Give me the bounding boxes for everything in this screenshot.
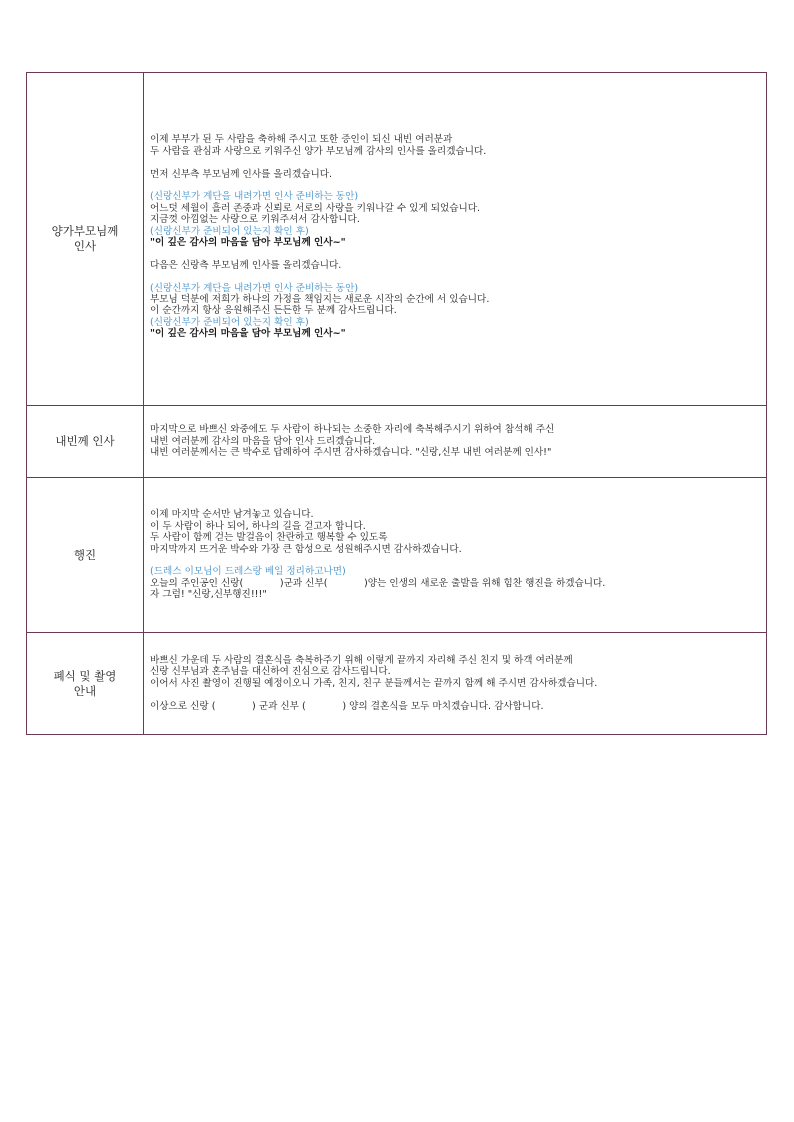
section-label-cell — [27, 633, 144, 735]
script-line: 다음은 신랑측 부모님께 인사를 올리겠습니다. — [150, 259, 342, 271]
section-label: 행진 — [73, 547, 97, 562]
script-line: 신랑 신부님과 혼주님을 대신하여 진심으로 감사드립니다. — [150, 666, 391, 678]
line-spacer — [150, 157, 760, 168]
section-content — [144, 73, 767, 406]
section-content — [144, 406, 767, 478]
script-line: 이어서 사진 촬영이 진행될 예정이오니 가족, 친지, 친구 분들께서는 끝까지 함께 해 주시면 감사하겠습니다. — [150, 677, 598, 689]
script-line: 두 사람이 함께 걷는 발걸음이 찬란하고 행복할 수 있도록 — [150, 532, 388, 544]
table-row — [27, 633, 767, 735]
stage-direction: (드레스 이모님이 드레스랑 베일 정리하고나면) — [150, 566, 346, 578]
script-line: 두 사람을 관심과 사랑으로 키워주신 양가 부모님께 감사의 인사를 올리겠습니다. — [150, 145, 487, 157]
section-label-cell — [27, 406, 144, 478]
script-line: "이 깊은 감사의 마음을 담아 부모님께 인사~" — [150, 237, 346, 248]
script-line: 이제 마지막 순서만 남겨놓고 있습니다. — [150, 509, 314, 521]
table-row — [27, 478, 767, 633]
section-label: 내빈께 인사 — [55, 434, 115, 448]
ceremony-script-table — [26, 72, 767, 735]
script-line: 이제 부부가 된 두 사람을 축하해 주시고 또한 증인이 되신 내빈 여러분과 — [150, 134, 453, 146]
line-spacer — [150, 689, 760, 700]
section-label: 폐식 및 촬영 안내 — [53, 668, 117, 698]
section-label-cell — [27, 478, 144, 633]
stage-direction: (신랑신부가 계단을 내려가면 인사 준비하는 동안) — [150, 191, 359, 203]
stage-direction: (신랑신부가 준비되어 있는지 확인 후) — [150, 316, 309, 328]
table-row — [27, 73, 767, 406]
script-line: 이상으로 신랑 ( ) 군과 신부 ( ) 양의 결혼식을 모두 마치겠습니다. 감사합니다. — [150, 700, 544, 712]
script-line: 마지막으로 바쁘신 와중에도 두 사람이 하나되는 소중한 자리에 축복해주시기 위하여 참석해 주신 — [150, 424, 555, 436]
section-content — [144, 478, 767, 633]
line-spacer — [150, 271, 760, 282]
stage-direction: (신랑신부가 준비되어 있는지 확인 후) — [150, 225, 309, 237]
stage-direction: (신랑신부가 계단을 내려가면 인사 준비하는 동안) — [150, 282, 359, 294]
table-row — [27, 406, 767, 478]
script-line: 내빈 여러분께서는 큰 박수로 답례하여 주시면 감사하겠습니다. "신랑,신부 내빈 여러분께 인사!" — [150, 447, 552, 459]
script-line: 자 그럼! "신랑,신부행진!!!" — [150, 589, 267, 601]
script-line: 마지막까지 뜨거운 박수와 가장 큰 함성으로 성원해주시면 감사하겠습니다. — [150, 543, 462, 555]
script-line: 어느덧 세월이 흘러 존중과 신뢰로 서로의 사랑을 키워나갈 수 있게 되었습니다. — [150, 202, 481, 214]
script-line: 오늘의 주인공인 신랑( )군과 신부( )양는 인생의 새로운 출발을 위해 힘찬 행진을 하겠습니다. — [150, 577, 606, 589]
script-line: 바쁘신 가운데 두 사람의 결혼식을 축복하주기 위해 이렇게 끝까지 자리해 주신 친지 및 하객 여러분께 — [150, 654, 573, 666]
section-label: 양가부모님께 인사 — [51, 224, 119, 253]
line-spacer — [150, 248, 760, 259]
script-line: 이 두 사람이 하나 되어, 하나의 길을 걷고자 합니다. — [150, 520, 366, 532]
script-line: 먼저 신부측 부모님께 인사를 올리겠습니다. — [150, 168, 333, 180]
script-line: 이 순간까지 항상 응원해주신 든든한 두 분께 감사드립니다. — [150, 305, 397, 317]
script-line: 지금껏 아낌없는 사랑으로 키워주셔서 감사합니다. — [150, 214, 360, 226]
script-line: 내빈 여러분께 감사의 마음을 담아 인사 드리겠습니다. — [150, 435, 376, 447]
script-line: 부모님 덕분에 저희가 하나의 가정을 책임지는 새로운 시작의 순간에 서 있습니다. — [150, 294, 490, 305]
section-label-cell — [27, 73, 144, 406]
line-spacer — [150, 555, 760, 566]
section-content — [144, 633, 767, 735]
line-spacer — [150, 180, 760, 191]
script-line: "이 깊은 감사의 마음을 담아 부모님께 인사~" — [150, 328, 346, 340]
